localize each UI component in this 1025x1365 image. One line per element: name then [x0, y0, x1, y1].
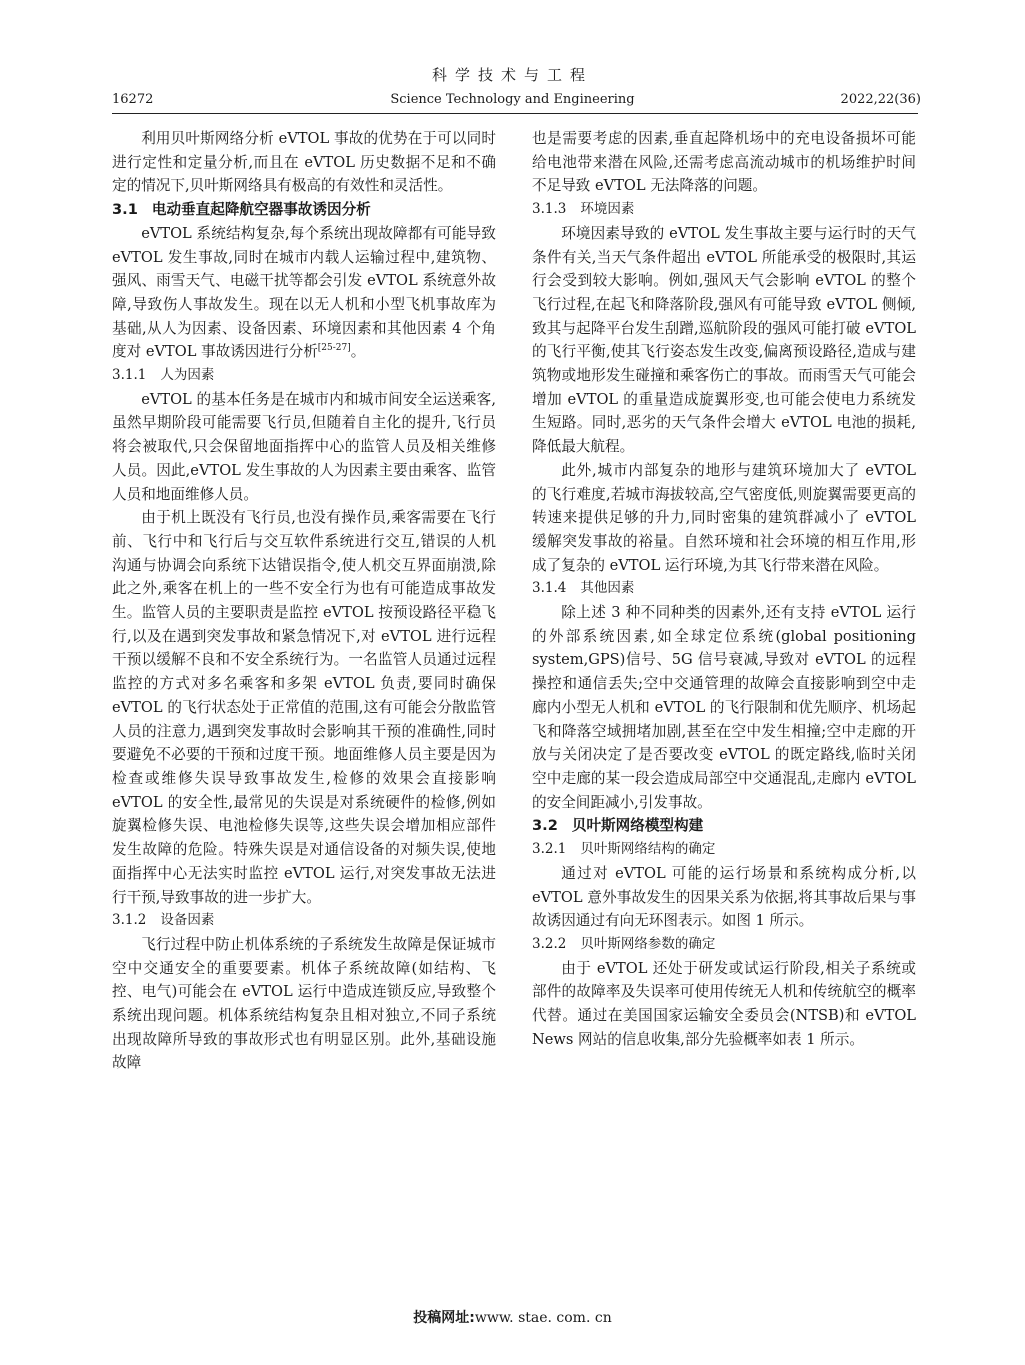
subsection-number: 3.1.3: [532, 201, 567, 218]
subsection-title: 环境因素: [580, 201, 635, 218]
subsection-title: 贝叶斯网络参数的确定: [580, 935, 716, 952]
right-column: [532, 127, 916, 1287]
paragraph: 除上述 3 种不同种类的因素外,还有支持 eVTOL 运行的外部系统因素,如全球定位系统(global positioning system,GPS)信号、5G 信号衰减,导致对 eVTOL 的远程操控和通信丢失;空中交通管理的故障会直接影响到空中走廊内小型无人机和 eVTOL 的飞行限制和优先顺序、机场起飞和降落空域拥堵加剧,甚至在空中发生相撞;空中走廊的开放与关闭决定了是否要改变 eVTOL 的既定路线,临时关闭空中走廊的某一段会造成局部空中交通混乱,走廊内 eVTOL 的安全间距减小,引发事故。: [532, 604, 916, 811]
subsection-number: 3.2.1: [532, 841, 567, 858]
subsection-number: 3.1.1: [112, 367, 147, 384]
subsection-heading-3-1-3: [532, 198, 916, 222]
subsection-title: 人为因素: [160, 367, 215, 384]
paragraph: 由于机上既没有飞行员,也没有操作员,乘客需要在飞行前、飞行中和飞行后与交互软件系统进行交互,错误的人机沟通与协调会向系统下达错误指令,使人机交互界面崩溃,除此之外,乘客在机上的一些不安全行为也有可能造成事故发生。监管人员的主要职责是监控 eVTOL 按预设路径平稳飞行,以及在遇到突发事故和紧急情况下,对 eVTOL 进行远程干预以缓解不良和不安全系统行为。一名监管人员通过远程监控的方式对多名乘客和多架 eVTOL 负责,要同时确保 eVTOL 的飞行状态处于正常值的范围,这有可能会分散监管人员的注意力,遇到突发事故时会影响其干预的准确性,同时要避免不必要的干预和过度干预。地面维修人员主要是因为检查或维修失误导致事故发生,检修的效果会直接影响 eVTOL 的安全性,最常见的失误是对系统硬件的检修,例如旋翼检修失误、电池检修失误等,这些失误会增加相应部件发生故障的危险。特殊失误是对通信设备的对频失误,使地面指挥中心无法实时监控 eVTOL 运行,对突发事故无法进行干预,导致事故的进一步扩大。: [112, 509, 496, 906]
page-number: 16272: [112, 92, 154, 107]
paragraph: 利用贝叶斯网络分析 eVTOL 事故的优势在于可以同时进行定性和定量分析,而且在 eVTOL 历史数据不足和不确定的情况下,贝叶斯网络具有极高的有效性和灵活性。: [112, 130, 496, 195]
paragraph-end: 。: [350, 343, 366, 361]
section-heading-3-2: [532, 814, 916, 838]
subsection-title: 其他因素: [580, 580, 635, 597]
paragraph: 环境因素导致的 eVTOL 发生事故主要与运行时的天气条件有关,当天气条件超出 eVTOL 所能承受的极限时,其运行会受到较大影响。例如,强风天气会影响 eVTOL 的整个飞行过程,在起飞和降落阶段,强风有可能导致 eVTOL 侧倾,致其与起降平台发生刮蹭,巡航阶段的强风可能打破 eVTOL 的飞行平衡,使其飞行姿态发生改变,偏离预设路径,造成与建筑物或地形发生碰撞和乘客伤亡的事故。而雨雪天气可能会增加 eVTOL 的重量造成旋翼形变,也可能会使电力系统发生短路。同时,恶劣的天气条件会增大 eVTOL 电池的损耗,降低最大航程。: [532, 224, 916, 456]
left-column: [112, 127, 496, 1287]
paragraph: [112, 222, 496, 364]
subsection-number: 3.1.4: [532, 580, 567, 597]
journal-title-cn: 科学技术与工程: [431, 66, 593, 84]
paragraph: 由于 eVTOL 还处于研发或试运行阶段,相关子系统或部件的故障率及失误率可使用传统无人机和传统航空的概率代替。通过在美国国家运输安全委员会(NTSB)和 eVTOL News 网站的信息收集,部分先验概率如表 1 所示。: [532, 959, 916, 1048]
issue-info: 2022,22(36): [840, 92, 921, 107]
subsection-heading-3-1-4: [532, 577, 916, 601]
subsection-title: 设备因素: [160, 912, 215, 929]
section-number: 3.1: [112, 201, 138, 219]
section-title: 贝叶斯网络模型构建: [571, 817, 704, 835]
subsection-heading-3-2-2: [532, 933, 916, 957]
subsection-heading-3-1-1: [112, 364, 496, 388]
footer: [0, 1309, 1025, 1327]
paragraph: 此外,城市内部复杂的地形与建筑环境加大了 eVTOL 的飞行难度,若城市海拔较高,空气密度低,则旋翼需要更高的转速来提供足够的升力,同时密集的建筑群减小了 eVTOL 缓解突发事故的裕量。自然环境和社会环境的相互作用,形成了复杂的 eVTOL 运行环境,为其飞行带来潜在风险。: [532, 461, 916, 574]
footer-label: 投稿网址:: [413, 1310, 475, 1326]
section-number: 3.2: [532, 817, 558, 835]
paragraph: 飞行过程中防止机体系统的子系统发生故障是保证城市空中交通安全的重要要素。机体子系统故障(如结构、飞控、电气)可能会在 eVTOL 运行中造成连锁反应,导致整个系统出现问题。机体系统结构复杂且相对独立,不同子系统出现故障所导致的事故形式也有明显区别。此外,基础设施故障: [112, 935, 496, 1072]
section-heading-3-1: [112, 198, 496, 222]
subsection-heading-3-2-1: [532, 838, 916, 862]
subsection-title: 贝叶斯网络结构的确定: [580, 841, 716, 858]
subsection-number: 3.2.2: [532, 935, 567, 952]
subsection-heading-3-1-2: [112, 909, 496, 933]
paragraph: 通过对 eVTOL 可能的运行场景和系统构成分析,以 eVTOL 意外事故发生的因果关系为依据,将其事故后果与事故诱因通过有向无环图表示。如图 1 所示。: [532, 864, 916, 930]
journal-title-en: Science Technology and Engineering: [390, 92, 635, 107]
section-title: 电动垂直起降航空器事故诱因分析: [151, 201, 371, 219]
paragraph-text: eVTOL 系统结构复杂,每个系统出现故障都有可能导致 eVTOL 发生事故,同时在城市内载人运输过程中,建筑物、强风、雨雪天气、电磁干扰等都会引发 eVTOL 系统意外故障,导致伤人事故发生。现在以无人机和小型飞机事故库为基础,从人为因素、设备因素、环境因素和其他因素 4 个角度对 eVTOL 事故诱因进行分析: [112, 224, 496, 361]
footer-url[interactable]: www. stae. com. cn: [474, 1310, 612, 1326]
paragraph: eVTOL 的基本任务是在城市内和城市间安全运送乘客,虽然早期阶段可能需要飞行员,但随着自主化的提升,飞行员将会被取代,只会保留地面指挥中心的监管人员及相关维修人员。因此,eVTOL 发生事故的人为因素主要由乘客、监管人员和地面维修人员。: [112, 390, 496, 503]
subsection-number: 3.1.2: [112, 912, 147, 929]
header-rule: [112, 113, 918, 114]
citation: [25-27]: [317, 343, 351, 354]
paragraph: 也是需要考虑的因素,垂直起降机场中的充电设备损坏可能给电池带来潜在风险,还需考虑高流动城市的机场维护时间不足导致 eVTOL 无法降落的问题。: [532, 130, 916, 195]
